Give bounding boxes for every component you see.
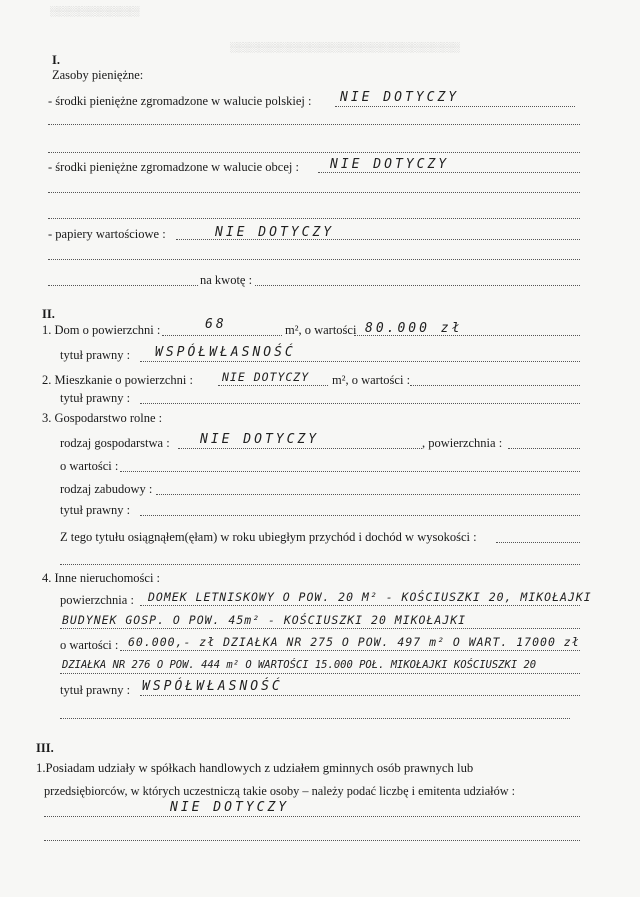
farm-title-line bbox=[140, 515, 580, 516]
bleed-through-text: ░░░░░░░░░░░░░░ bbox=[50, 6, 140, 16]
other-area-line bbox=[140, 605, 580, 606]
house-title-value: WSPÓŁWŁASNOŚĆ bbox=[155, 345, 296, 360]
farm-type-label: rodzaj gospodarstwa : bbox=[60, 436, 170, 450]
farm-type-value: NIE DOTYCZY bbox=[200, 432, 320, 447]
foreign-cash-value: NIE DOTYCZY bbox=[330, 157, 450, 172]
farm-value-line bbox=[120, 471, 580, 472]
house-area-line bbox=[162, 335, 282, 336]
cash-heading: Zasoby pieniężne: bbox=[52, 68, 144, 82]
other-area-line-2 bbox=[60, 628, 580, 629]
other-value-line-2 bbox=[60, 673, 580, 674]
blank-line bbox=[48, 259, 580, 260]
house-unit-label: m², o wartości bbox=[285, 323, 357, 337]
farm-title-label: tytuł prawny : bbox=[60, 503, 131, 517]
shares-line bbox=[44, 816, 580, 817]
other-area-label: powierzchnia : bbox=[60, 593, 134, 607]
blank-line bbox=[48, 124, 580, 125]
other-value-1: 60.000,- zł DZIAŁKA NR 275 O POW. 497 m² O WART. 17000 zł bbox=[128, 635, 580, 649]
flat-unit-label: m², o wartości : bbox=[332, 373, 411, 387]
house-value: 80.000 zł bbox=[365, 321, 463, 336]
pln-cash-label: - środki pieniężne zgromadzone w walucie polskiej : bbox=[48, 94, 312, 108]
farm-type-line bbox=[178, 448, 422, 449]
farm-area-label: , powierzchnia : bbox=[422, 436, 503, 450]
farm-build-label: rodzaj zabudowy : bbox=[60, 482, 153, 496]
flat-area-line bbox=[218, 385, 328, 386]
pln-cash-line bbox=[335, 106, 575, 107]
section-1-number: I. bbox=[52, 53, 60, 67]
securities-value: NIE DOTYCZY bbox=[215, 225, 335, 240]
blank-line bbox=[60, 564, 580, 565]
shares-text-1: 1.Posiadam udziały w spółkach handlowych z udziałem gminnych osób prawnych lub bbox=[36, 761, 474, 775]
securities-label: - papiery wartościowe : bbox=[48, 227, 166, 241]
foreign-cash-line bbox=[318, 172, 580, 173]
house-title-label: tytuł prawny : bbox=[60, 348, 131, 362]
flat-label: 2. Mieszkanie o powierzchni : bbox=[42, 373, 193, 387]
other-title-label: tytuł prawny : bbox=[60, 683, 131, 697]
other-property-label: 4. Inne nieruchomości : bbox=[42, 571, 161, 585]
other-title-value: WSPÓŁWŁASNOŚĆ bbox=[142, 679, 283, 694]
flat-area-value: NIE DOTYCZY bbox=[222, 370, 310, 384]
bleed-through-text: ░░░░░░░░░░░░░░░░░░░░░░░░░░░░░░░░░░░░ bbox=[230, 42, 460, 52]
section-3-number: III. bbox=[36, 741, 54, 755]
other-value-label: o wartości : bbox=[60, 638, 119, 652]
house-title-line bbox=[140, 361, 580, 362]
blank-line bbox=[48, 285, 198, 286]
other-title-line bbox=[140, 695, 580, 696]
farm-area-line bbox=[508, 448, 580, 449]
amount-label: na kwotę : bbox=[200, 273, 253, 287]
blank-line bbox=[48, 192, 580, 193]
other-value-line bbox=[120, 650, 580, 651]
other-area-value-1: DOMEK LETNISKOWY O POW. 20 M² - KOŚCIUSZKI 20, MIKOŁAJKI bbox=[148, 590, 592, 604]
blank-line bbox=[48, 218, 580, 219]
flat-title-label: tytuł prawny : bbox=[60, 391, 131, 405]
farm-value-label: o wartości : bbox=[60, 459, 119, 473]
section-2-number: II. bbox=[42, 307, 55, 321]
other-area-value-2: BUDYNEK GOSP. O POW. 45m² - KOŚCIUSZKI 20 MIKOŁAJKI bbox=[62, 613, 467, 627]
shares-value: NIE DOTYCZY bbox=[170, 800, 290, 815]
flat-value-line bbox=[410, 385, 580, 386]
farm-income-label: Z tego tytułu osiągnąłem(ęłam) w roku ubiegłym przychód i dochód w wysokości : bbox=[60, 530, 477, 544]
house-label: 1. Dom o powierzchni : bbox=[42, 323, 161, 337]
blank-line bbox=[48, 152, 580, 153]
farm-label: 3. Gospodarstwo rolne : bbox=[42, 411, 163, 425]
amount-line bbox=[255, 285, 580, 286]
house-area-value: 68 bbox=[205, 317, 227, 332]
other-value-2: DZIAŁKA NR 276 O POW. 444 m² O WARTOŚCI 15.000 POŁ. MIKOŁAJKI KOŚCIUSZKI 20 bbox=[62, 659, 537, 671]
foreign-cash-label: - środki pieniężne zgromadzone w walucie obcej : bbox=[48, 160, 299, 174]
pln-cash-value: NIE DOTYCZY bbox=[340, 90, 460, 105]
flat-title-line bbox=[140, 403, 580, 404]
blank-line bbox=[60, 718, 570, 719]
farm-build-line bbox=[156, 494, 580, 495]
blank-line bbox=[44, 840, 580, 841]
shares-text-2: przedsiębiorców, w których uczestniczą takie osoby – należy podać liczbę i emitenta udziałów : bbox=[44, 784, 516, 798]
farm-income-line bbox=[496, 542, 580, 543]
